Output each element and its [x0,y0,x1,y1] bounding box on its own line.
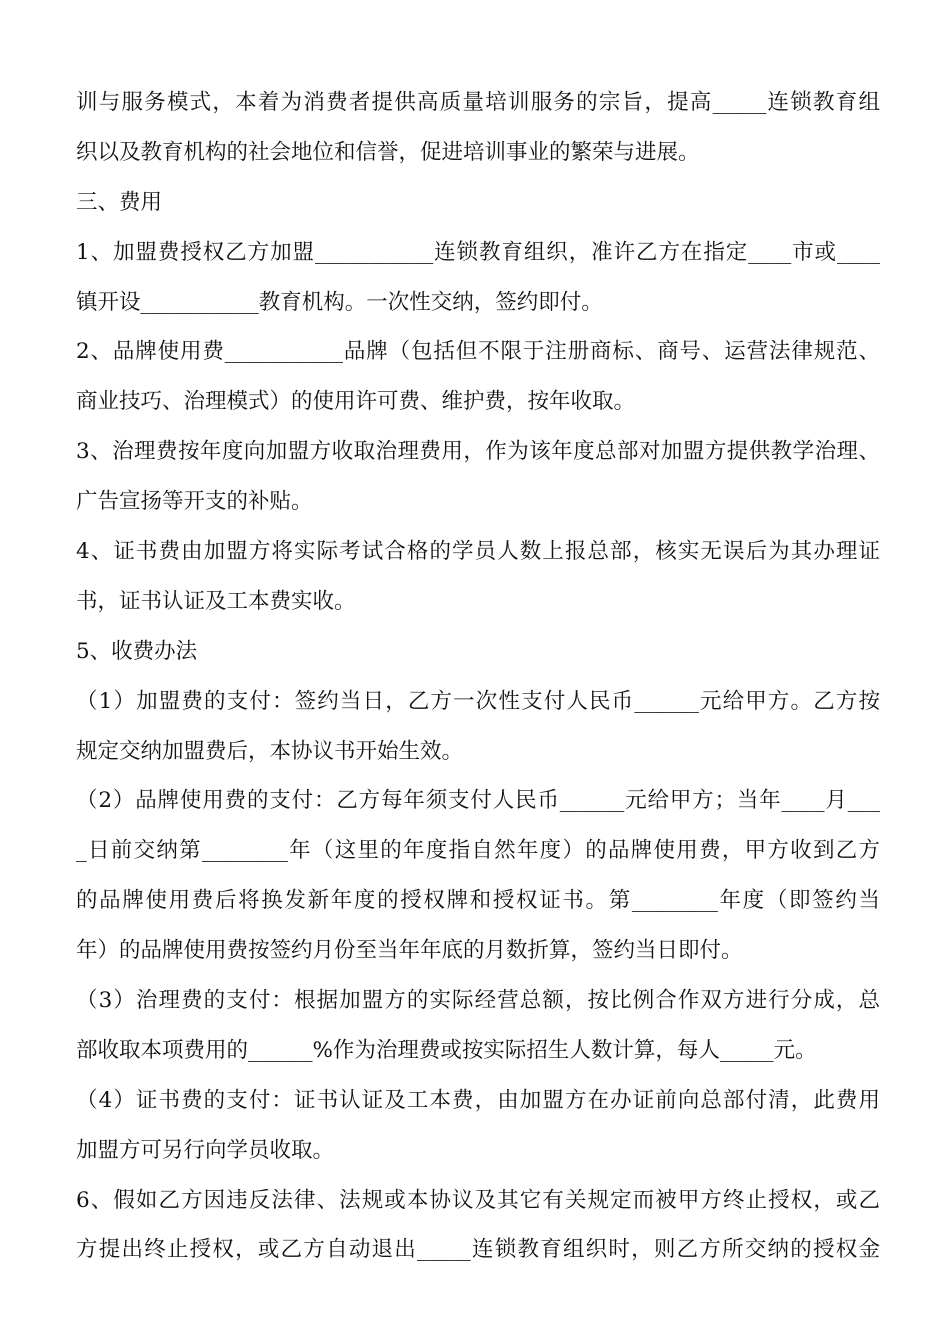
text-line: （4）证书费的支付：证书认证及工本费，由加盟方在办证前向总部付清，此费用 [76,1087,880,1113]
text-line: 年）的品牌使用费按签约月份至当年年底的月数折算，签约当日即付。 [76,938,743,964]
text-line: 1、加盟费授权乙方加盟___________连锁教育组织，准许乙方在指定____市或____ [76,239,880,265]
text-line: _日前交纳第________年（这里的年度指自然年度）的品牌使用费，甲方收到乙方 [76,838,880,864]
text-line: （2）品牌使用费的支付：乙方每年须支付人民币______元给甲方；当年____月___ [76,788,880,814]
section-heading: 三、费用 [76,189,163,215]
text-line: 织以及教育机构的社会地位和信誉，促进培训事业的繁荣与进展。 [76,139,700,165]
text-line: 的品牌使用费后将换发新年度的授权牌和授权证书。第________年度（即签约当 [76,888,880,914]
text-line: 加盟方可另行向学员收取。 [76,1137,335,1163]
text-line: 商业技巧、治理模式）的使用许可费、维护费，按年收取。 [76,389,636,415]
text-line: 5、收费办法 [76,638,198,664]
text-line: 训与服务模式，本着为消费者提供高质量培训服务的宗旨，提高_____连锁教育组 [76,90,880,115]
text-line: 2、品牌使用费___________品牌（包括但不限于注册商标、商号、运营法律规范、 [76,339,880,365]
text-line: 书，证书认证及工本费实收。 [76,588,356,614]
text-line: 规定交纳加盟费后，本协议书开始生效。 [76,738,464,764]
text-line: 4、证书费由加盟方将实际考试合格的学员人数上报总部，核实无误后为其办理证 [76,539,880,565]
text-line: 3、治理费按年度向加盟方收取治理费用，作为该年度总部对加盟方提供教学治理、 [76,439,880,465]
text-line: 镇开设___________教育机构。一次性交纳，签约即付。 [76,289,603,315]
document-page [76,78,880,1275]
text-line: （1）加盟费的支付：签约当日，乙方一次性支付人民币______元给甲方。乙方按 [76,688,880,714]
text-line: 广告宣扬等开支的补贴。 [76,489,313,515]
text-line: （3）治理费的支付：根据加盟方的实际经营总额，按比例合作双方进行分成，总 [76,988,880,1014]
text-line: 6、假如乙方因违反法律、法规或本协议及其它有关规定而被甲方终止授权，或乙 [76,1187,880,1213]
text-line: 部收取本项费用的______%作为治理费或按实际招生人数计算，每人_____元。 [76,1037,817,1063]
text-line: 方提出终止授权，或乙方自动退出_____连锁教育组织时，则乙方所交纳的授权金 [76,1237,880,1263]
